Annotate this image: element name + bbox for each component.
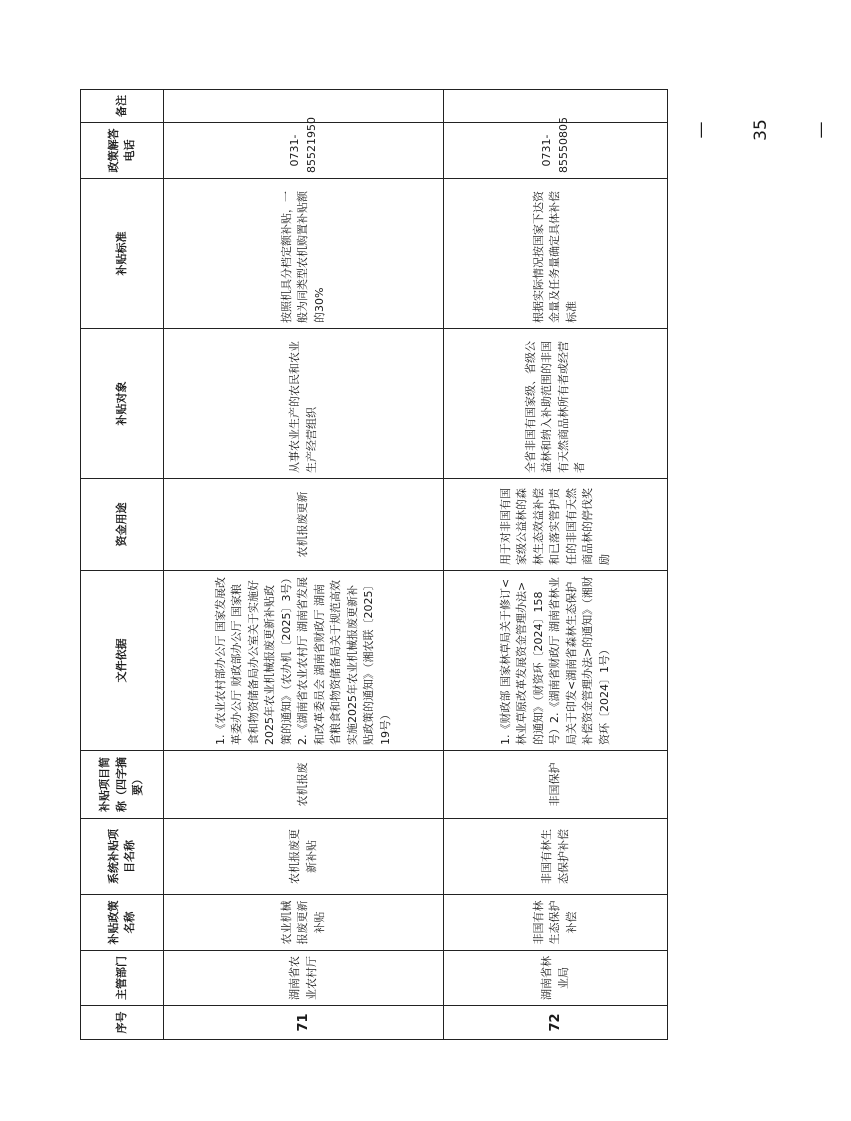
header-system-name: 系统补贴项目名称: [81, 819, 164, 895]
cell-system-name: 农机报废更新补贴: [164, 819, 444, 895]
header-note: 备注: [81, 90, 164, 123]
header-short-name: 补贴项目简称（四字摘要）: [81, 751, 164, 819]
cell-system-name: 非国有林生态保护补偿: [444, 819, 668, 895]
header-phone: 政策解答电话: [81, 123, 164, 179]
cell-usage: 农机报废更新: [164, 479, 444, 571]
subsidy-table: [80, 89, 668, 1040]
cell-dept: 湖南省林业局: [444, 951, 668, 1006]
cell-policy-name: 农业机械报废更新补贴: [164, 895, 444, 951]
cell-seq: 72: [444, 1006, 668, 1040]
cell-usage: 用于对非国有国家级公益林的森林生态效益补偿和已落实管护责任的非国有天然商品林的停伐奖励: [444, 479, 668, 571]
cell-short-name: 非国保护: [444, 751, 668, 819]
page-number: — 35 —: [691, 119, 831, 141]
header-dept: 主管部门: [81, 951, 164, 1006]
header-policy-name: 补贴政策名称: [81, 895, 164, 951]
header-standard: 补贴标准: [81, 179, 164, 329]
cell-seq: 71: [164, 1006, 444, 1040]
header-basis: 文件依据: [81, 571, 164, 751]
cell-standard: 按照机具分档定额补贴，一般为同类型农机购置补贴额的30%: [164, 179, 444, 329]
header-row: [81, 90, 164, 1040]
cell-dept: 湖南省农业农村厅: [164, 951, 444, 1006]
header-usage: 资金用途: [81, 479, 164, 571]
table-row: [444, 90, 668, 1040]
table-row: [164, 90, 444, 1040]
cell-phone: 0731-85521950: [164, 123, 444, 179]
header-seq: 序号: [81, 1006, 164, 1040]
rotated-table-wrapper: [80, 90, 662, 1040]
cell-target: 从事农业生产的农民和农业生产经营组织: [164, 329, 444, 479]
cell-target: 全省非国有国家级、省级公益林和纳入补助范围的非国有天然商品林所有者或经营者: [444, 329, 668, 479]
cell-policy-name: 非国有林生态保护补偿: [444, 895, 668, 951]
cell-phone: 0731-85550805: [444, 123, 668, 179]
cell-basis: 1.《农业农村部办公厅 国家发展改革委办公厅 财政部办公厅 国家粮食和物资储备局办公室关于实施好2025年农业机械报废更新补贴政策的通知》（农办机〔2025〕3号）2.《湖南省农业农村厅 湖南省发展和改革委员会 湖南省财政厅 湖南省粮食和物资储备局关于规范高效实施2025年农业机械报废更新补贴政策的通知》（湘农联〔2025〕19号）: [164, 571, 444, 751]
cell-standard: 根据实际情况按国家下达资金量及任务量确定具体补偿标准: [444, 179, 668, 329]
cell-short-name: 农机报废: [164, 751, 444, 819]
cell-basis: 1.《财政部 国家林草局关于修订<林业草原改革发展资金管理办法>的通知》（财资环〔2024〕158号）2.《湖南省财政厅 湖南省林业局关于印发<湖南省森林生态保护补偿资金管理办法>的通知》（湘财资环〔2024〕1号）: [444, 571, 668, 751]
header-target: 补贴对象: [81, 329, 164, 479]
